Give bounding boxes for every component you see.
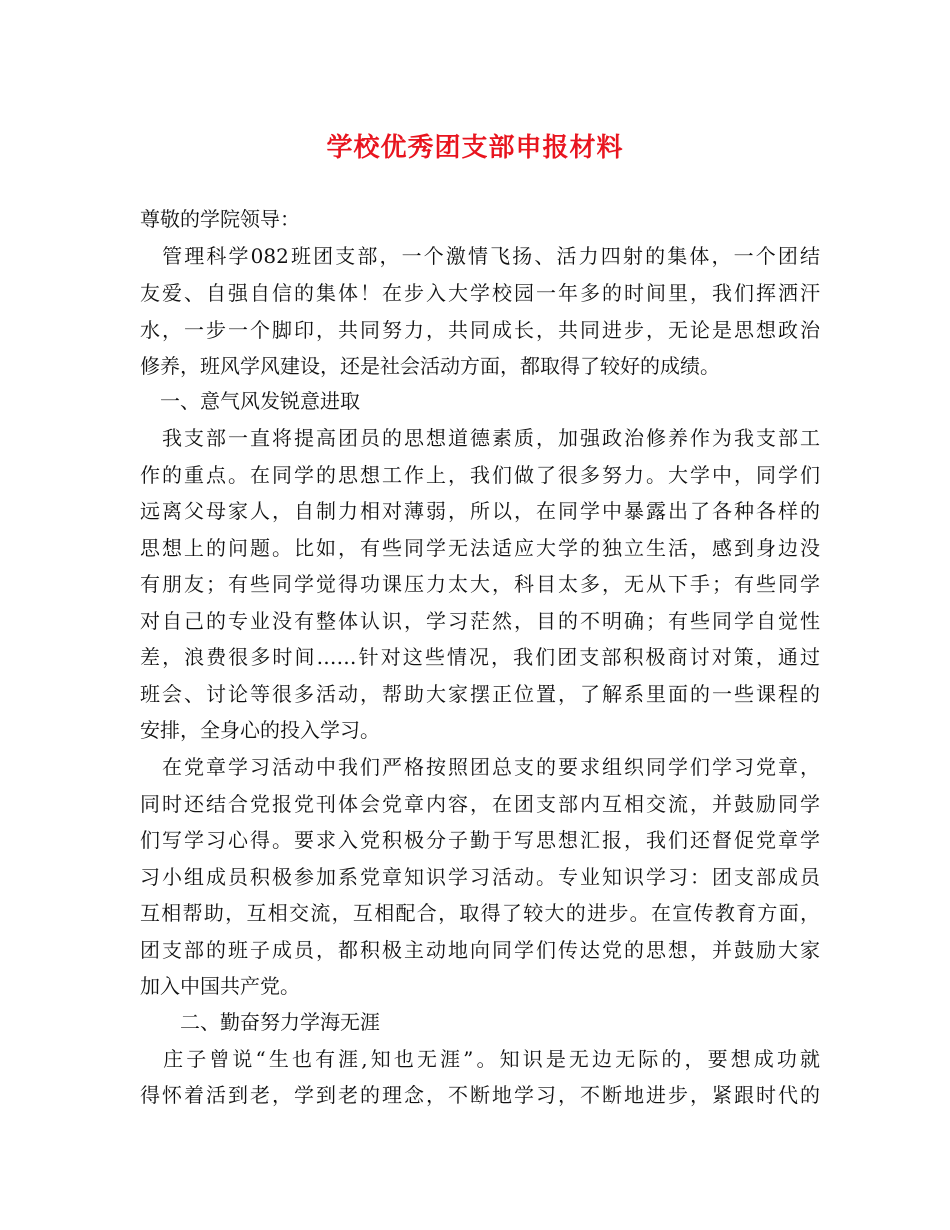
body-line: 班会、讨论等很多活动，帮助大家摆正位置，了解系里面的一些课程的 [140,682,820,706]
body-line: 在党章学习活动中我们严格按照团总支的要求组织同学们学习党章， [140,755,820,779]
body-line: 得怀着活到老，学到老的理念，不断地学习，不断地进步，紧跟时代的 [140,1083,820,1107]
document-title: 学校优秀团支部申报材料 [326,133,624,163]
body-line: 对自己的专业没有整体认识，学习茫然，目的不明确；有些同学自觉性 [140,609,820,633]
body-line: 同时还结合党报党刊体会党章内容，在团支部内互相交流，并鼓励同学 [140,792,820,816]
body-line: 安排，全身心的投入学习。 [140,718,380,742]
body-line: 们写学习心得。要求入党积极分子勤于写思想汇报，我们还督促党章学 [140,828,820,852]
body-line: 思想上的问题。比如，有些同学无法适应大学的独立生活，感到身边没 [140,536,820,560]
body-line: 我支部一直将提高团员的思想道德素质，加强政治修养作为我支部工 [140,426,820,450]
body-line: 加入中国共产党。 [140,974,300,998]
body-line: 水，一步一个脚印，共同努力，共同成长，共同进步，无论是思想政治 [140,318,820,342]
salutation: 尊敬的学院领导： [140,207,300,231]
body-line: 差，浪费很多时间……针对这些情况，我们团支部积极商讨对策，通过 [140,645,820,669]
body-line: 远离父母家人，自制力相对薄弱，所以，在同学中暴露出了各种各样的 [140,499,820,523]
body-line: 作的重点。在同学的思想工作上，我们做了很多努力。大学中，同学们 [140,463,820,487]
body-line: 友爱、自强自信的集体！在步入大学校园一年多的时间里，我们挥洒汗 [140,281,820,305]
body-line: 团支部的班子成员，都积极主动地向同学们传达党的思想，并鼓励大家 [140,938,820,962]
section-heading-2: 二、勤奋努力学海无涯 [140,1010,380,1034]
body-line: 习小组成员积极参加系党章知识学习活动。专业知识学习：团支部成员 [140,865,820,889]
body-line: 管理科学082班团支部，一个激情飞扬、活力四射的集体，一个团结 [140,244,820,268]
body-line: 庄子曾说“生也有涯,知也无涯”。知识是无边无际的，要想成功就 [140,1047,820,1071]
body-line: 有朋友；有些同学觉得功课压力太大，科目太多，无从下手；有些同学 [140,572,820,596]
section-heading-1: 一、意气风发锐意进取 [140,389,360,413]
body-line: 修养，班风学风建设，还是社会活动方面，都取得了较好的成绩。 [140,354,720,378]
body-line: 互相帮助，互相交流，互相配合，取得了较大的进步。在宣传教育方面， [140,901,820,925]
